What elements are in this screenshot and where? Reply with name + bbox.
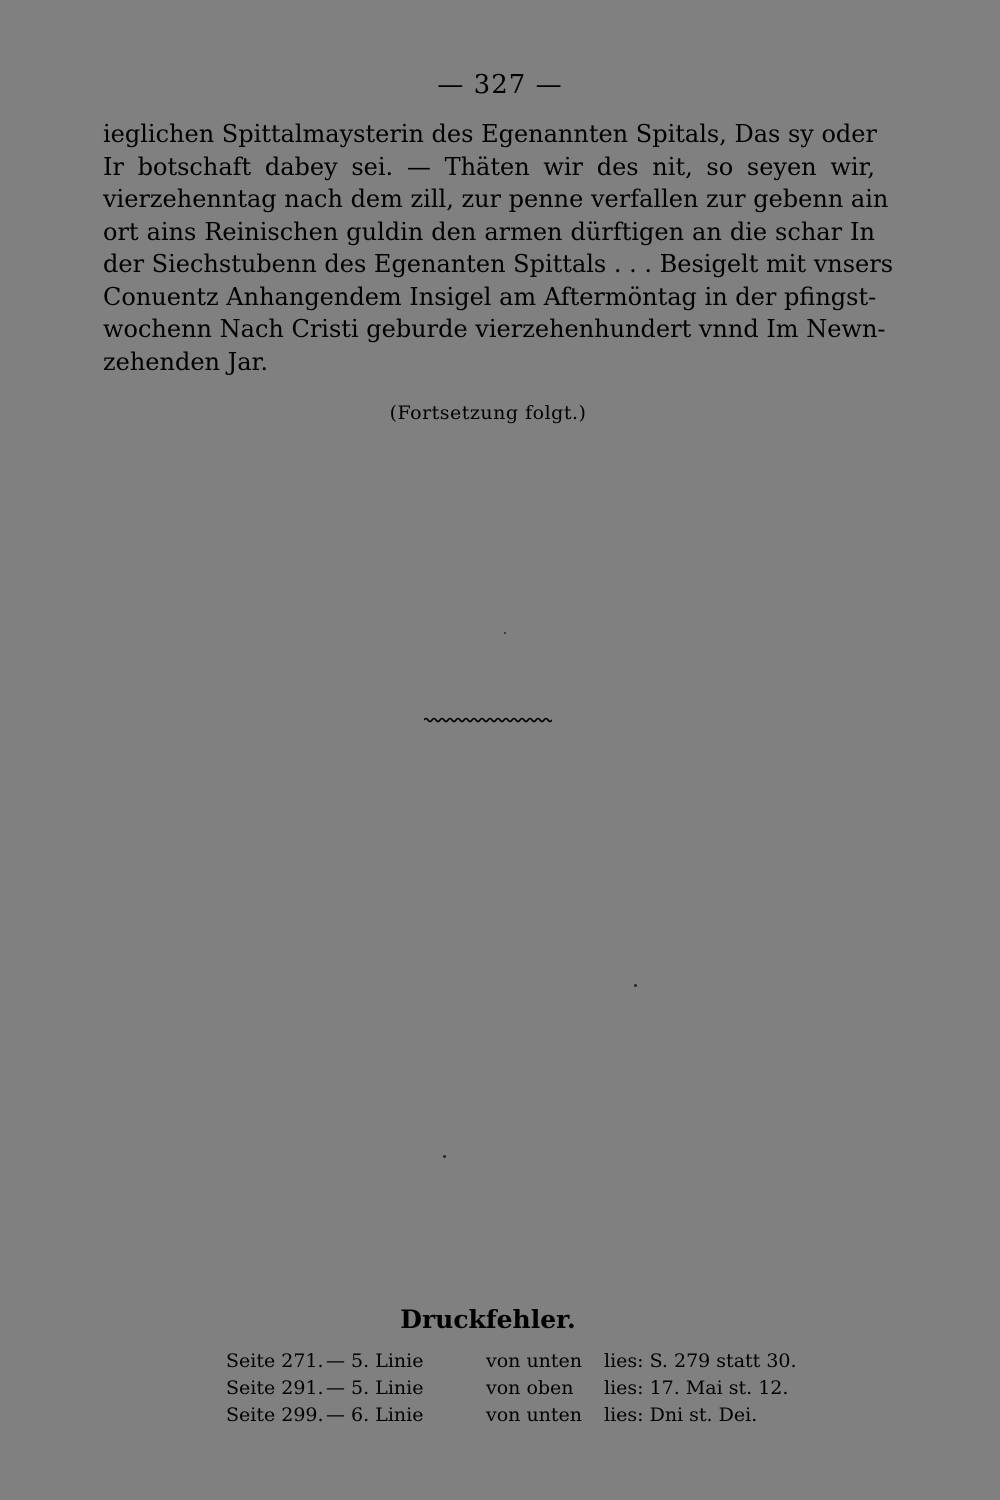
text-line: ieglichen Spittalmaysterin des Egenannten Spitals, Das sy oder (103, 120, 877, 148)
errata-page: Seite 299. (226, 1404, 324, 1426)
errata-entry (226, 1375, 789, 1402)
text-line: Ir botschaft dabey sei. — Thäten wir des nit, so seyen wir, (103, 152, 875, 181)
errata-correction: lies: Dni st. Dei. (604, 1404, 758, 1426)
errata-direction: von oben (486, 1377, 574, 1399)
errata-direction: von unten (486, 1404, 583, 1426)
body-paragraph (103, 118, 894, 378)
errata-page: Seite 271. (226, 1350, 324, 1372)
errata-line: — 5. Linie (326, 1350, 424, 1372)
errata-correction: lies: S. 279 statt 30. (604, 1350, 797, 1372)
text-line: zehenden Jar. (103, 347, 269, 376)
errata-line: — 5. Linie (326, 1377, 424, 1399)
text-line: ort ains Reinischen guldin den armen dürftigen an die schar In (103, 217, 875, 246)
wavy-divider (424, 714, 552, 726)
errata-entry (226, 1348, 797, 1375)
print-speck (504, 632, 506, 634)
print-speck (443, 1155, 446, 1158)
errata-list (226, 1348, 797, 1429)
text-line: der Siechstubenn des Egenanten Spittals . . . Besigelt mit vnsers (103, 250, 894, 278)
errata-entry (226, 1402, 786, 1429)
text-line: vierzehenntag nach dem zill, zur penne verfallen zur gebenn ain (103, 185, 889, 213)
errata-correction: lies: 17. Mai st. 12. (604, 1377, 789, 1399)
errata-direction: von unten (486, 1350, 583, 1372)
text-line: Conuentz Anhangendem Insigel am Aftermöntag in der pfingst- (103, 282, 877, 311)
print-speck (634, 984, 637, 987)
errata-title: Druckfehler. (400, 1305, 576, 1334)
errata-page: Seite 291. (226, 1377, 324, 1399)
continuation-note: (Fortsetzung folgt.) (389, 402, 587, 424)
errata-line: — 6. Linie (326, 1404, 424, 1426)
text-line: wochenn Nach Cristi geburde vierzehenhundert vnnd Im Newn- (103, 315, 886, 343)
page-number: — 327 — (437, 70, 563, 100)
